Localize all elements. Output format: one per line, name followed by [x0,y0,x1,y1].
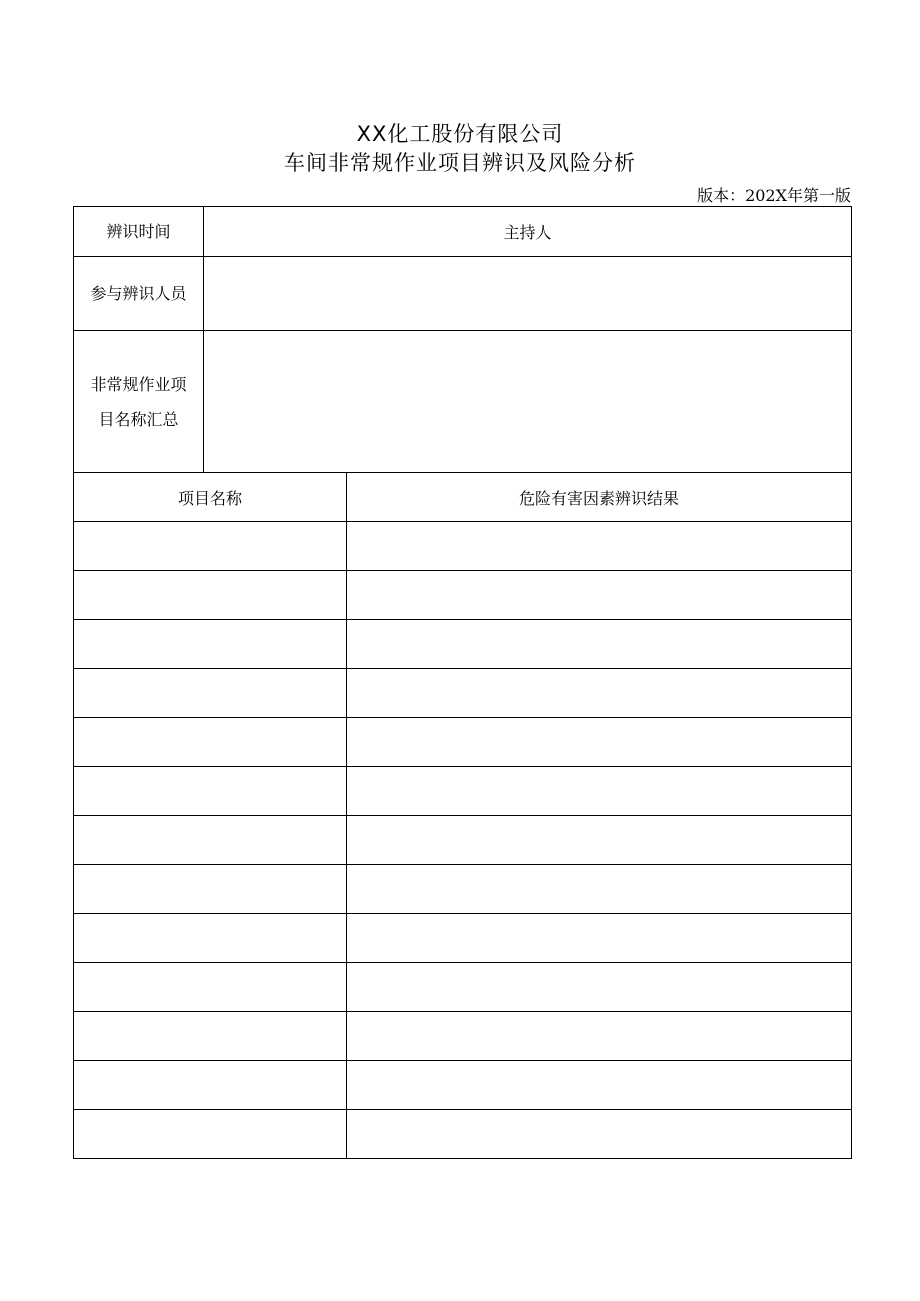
host-label: 主持人 [204,207,852,257]
hazard-result-header: 危险有害因素辨识结果 [347,473,852,522]
version-label: 版本：202X年第一版 [697,186,851,205]
document-title: 车间非常规作业项目辨识及风险分析 [284,151,636,175]
project-name-cell[interactable] [74,669,347,718]
table-row [74,1012,852,1061]
table-row [74,767,852,816]
hazard-result-cell[interactable] [347,767,852,816]
info-row-participants [74,257,852,331]
table-row [74,522,852,571]
summary-label-line2: 目名称汇总 [98,409,179,429]
table-row [74,669,852,718]
project-name-cell[interactable] [74,865,347,914]
info-row-time [74,207,852,257]
info-row-summary [74,331,852,473]
project-name-cell[interactable] [74,963,347,1012]
hazard-result-cell[interactable] [347,1110,852,1159]
summary-label-line1: 非常规作业项 [90,374,187,394]
table-row [74,718,852,767]
hazard-result-cell[interactable] [347,914,852,963]
company-name: XX化工股份有限公司 [356,122,564,146]
project-name-cell[interactable] [74,767,347,816]
hazard-result-cell[interactable] [347,865,852,914]
info-table [73,206,852,473]
table-row [74,620,852,669]
table-row [74,1110,852,1159]
summary-field[interactable] [204,331,852,473]
participants-field[interactable] [204,257,852,331]
hazard-result-cell[interactable] [347,1012,852,1061]
hazard-result-cell[interactable] [347,571,852,620]
hazard-result-cell[interactable] [347,522,852,571]
hazard-result-cell[interactable] [347,718,852,767]
table-row [74,1061,852,1110]
project-name-cell[interactable] [74,620,347,669]
project-name-header: 项目名称 [74,473,347,522]
project-name-cell[interactable] [74,522,347,571]
project-name-cell[interactable] [74,571,347,620]
project-name-cell[interactable] [74,1110,347,1159]
project-name-cell[interactable] [74,914,347,963]
identify-time-label: 辨识时间 [74,207,204,257]
project-name-cell[interactable] [74,1061,347,1110]
table-row [74,571,852,620]
participants-label: 参与辨识人员 [74,257,204,331]
summary-label [74,331,204,473]
table-row [74,816,852,865]
hazard-result-cell[interactable] [347,1061,852,1110]
hazard-result-cell[interactable] [347,620,852,669]
risk-table [73,472,852,1159]
project-name-cell[interactable] [74,1012,347,1061]
hazard-result-cell[interactable] [347,963,852,1012]
table-row [74,865,852,914]
hazard-result-cell[interactable] [347,669,852,718]
hazard-result-cell[interactable] [347,816,852,865]
project-name-cell[interactable] [74,816,347,865]
table-row [74,914,852,963]
risk-header-row [74,473,852,522]
table-row [74,963,852,1012]
project-name-cell[interactable] [74,718,347,767]
